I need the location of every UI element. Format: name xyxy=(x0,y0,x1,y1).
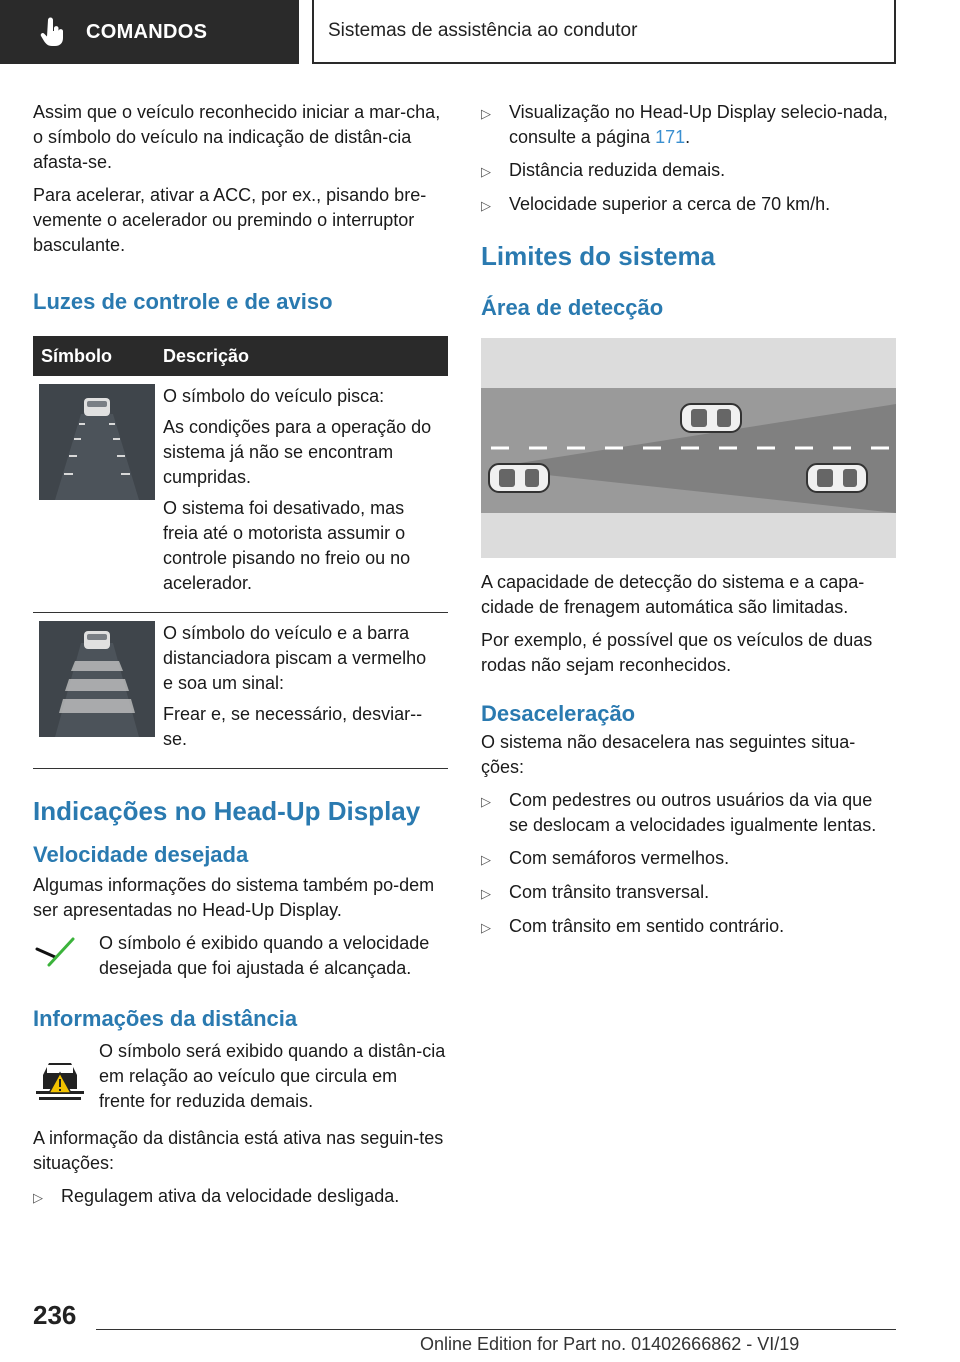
paragraph: O sistema não desacelera nas seguintes situa-ções: xyxy=(481,732,856,777)
chapter-title-box xyxy=(312,0,896,64)
triangle-bullet-icon: ▷ xyxy=(481,852,491,867)
paragraph: Por exemplo, é possível que os veículos de duas rodas não sejam reconhecidos. xyxy=(481,630,873,675)
table-text: O símbolo do veículo pisca: xyxy=(163,386,385,406)
distance-warning-icon xyxy=(33,1039,99,1112)
speed-heading: Velocidade desejada xyxy=(33,842,249,867)
triangle-bullet-icon: ▷ xyxy=(481,794,491,809)
right-column xyxy=(481,100,896,948)
footer-divider xyxy=(96,1329,896,1330)
chapter-title: Sistemas de assistência ao condutor xyxy=(328,20,638,41)
paragraph: A capacidade de detecção do sistema e a capa-cidade de frenagem automática são limitadas. xyxy=(481,572,865,617)
table-row xyxy=(33,376,448,613)
distance-heading: Informações da distância xyxy=(33,1006,298,1031)
triangle-bullet-icon: ▷ xyxy=(33,1190,43,1205)
list-item: ▷ Velocidade superior a cerca de 70 km/h. xyxy=(481,192,896,218)
car-icon xyxy=(681,404,741,432)
distance-bar-symbol-icon xyxy=(39,621,155,737)
table-text: As condições para a operação do sistema já não se encontram cumpridas. xyxy=(163,417,432,487)
left-column xyxy=(33,100,448,1218)
triangle-bullet-icon: ▷ xyxy=(481,920,491,935)
triangle-bullet-icon: ▷ xyxy=(481,198,491,213)
car-icon xyxy=(489,464,549,492)
paragraph: Algumas informações do sistema também po-dem ser apresentadas no Head-Up Display. xyxy=(33,875,435,920)
icon-text: O símbolo é exibido quando a velocidade desejada que foi ajustada é alcançada. xyxy=(99,933,430,978)
detection-area-illustration xyxy=(481,338,896,558)
triangle-bullet-icon: ▷ xyxy=(481,106,491,121)
table-text: O símbolo do veículo e a barra distanciadora piscam a vermelho e soa um sinal: xyxy=(163,623,427,693)
distance-info-row xyxy=(33,1039,448,1114)
speed-info-row xyxy=(33,931,448,981)
area-heading: Área de detecção xyxy=(481,295,664,320)
list-item: ▷ Com pedestres ou outros usuários da via que se deslocam a velocidades igualmente lentas. xyxy=(481,788,896,838)
paragraph: Assim que o veículo reconhecido iniciar a mar-cha, o símbolo do veículo na indicação de distân-cia afasta-se. xyxy=(33,102,441,172)
deceleration-heading: Desaceleração xyxy=(481,701,636,726)
column-header-description: Descrição xyxy=(155,336,448,376)
lights-heading: Luzes de controle e de aviso xyxy=(33,289,333,314)
table-text: Frear e, se necessário, desviar--se. xyxy=(163,704,423,749)
car-icon xyxy=(807,464,867,492)
paragraph: A informação da distância está ativa nas seguin-tes situações: xyxy=(33,1128,444,1173)
list-item: ▷ Com trânsito transversal. xyxy=(481,880,896,906)
column-header-symbol: Símbolo xyxy=(33,336,155,376)
table-row xyxy=(33,613,448,769)
hud-heading: Indicações no Head-Up Display xyxy=(33,796,421,826)
section-title: COMANDOS xyxy=(86,20,208,43)
limits-heading: Limites do sistema xyxy=(481,241,716,271)
list-item: ▷ Com semáforos vermelhos. xyxy=(481,846,896,872)
page-number: 236 xyxy=(33,1300,77,1330)
icon-text: O símbolo será exibido quando a distân-cia em relação ao veículo que circula em frente for reduzida demais. xyxy=(99,1041,446,1111)
vehicle-distance-symbol-icon xyxy=(39,384,155,500)
edition-text: Online Edition for Part no. 01402666862 - VI/19 xyxy=(420,1334,800,1354)
triangle-bullet-icon: ▷ xyxy=(481,886,491,901)
list-item: ▷ Visualização no Head-Up Display selecio-nada, consulte a página 171. xyxy=(481,100,896,150)
triangle-bullet-icon: ▷ xyxy=(481,164,491,179)
speed-reached-icon xyxy=(33,931,99,978)
table-text: O sistema foi desativado, mas freia até o motorista assumir o controle pisando no freio ou no acelerador. xyxy=(163,498,411,593)
paragraph: Para acelerar, ativar a ACC, por ex., pisando bre-vemente o acelerador ou premindo o interruptor basculante. xyxy=(33,185,427,255)
symbol-table xyxy=(33,336,448,769)
list-item: ▷ Distância reduzida demais. xyxy=(481,158,896,184)
page-link[interactable]: 171 xyxy=(655,127,686,147)
hand-pointer-icon xyxy=(36,15,70,49)
chapter-tab xyxy=(0,0,299,64)
list-item: ▷ Com trânsito em sentido contrário. xyxy=(481,914,896,940)
list-item: ▷ Regulagem ativa da velocidade desligada. xyxy=(33,1184,448,1210)
